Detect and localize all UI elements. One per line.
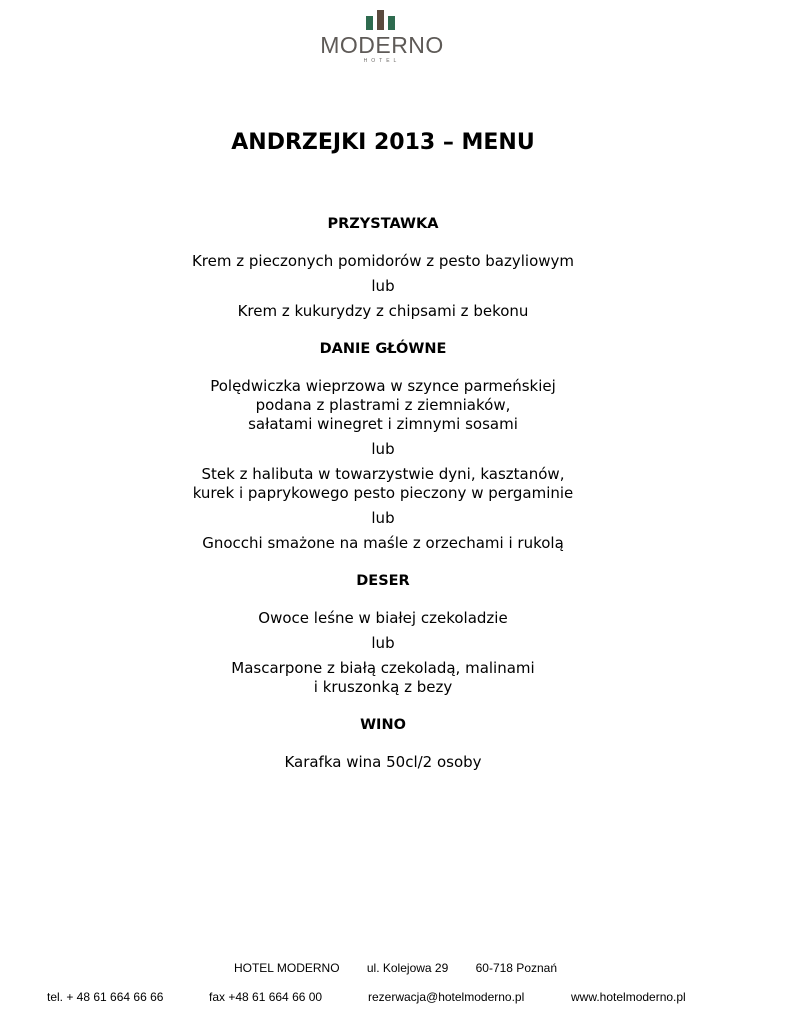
or-separator: lub: [371, 509, 395, 527]
menu-item-line: Owoce leśne w białej czekoladzie: [258, 609, 508, 627]
logo-wordmark: MODERNO: [320, 32, 444, 58]
footer-hotel-name: HOTEL MODERNO: [233, 961, 340, 975]
menu-item-line: Karafka wina 50cl/2 osoby: [284, 753, 482, 771]
menu-item-line: Krem z pieczonych pomidorów z pesto bazyliowym: [191, 252, 575, 270]
menu-item-line: kurek i paprykowego pesto pieczony w pergaminie: [192, 484, 574, 502]
menu-item-line: Polędwiczka wieprzowa w szynce parmeńskiej: [210, 377, 556, 395]
or-separator: lub: [371, 440, 395, 458]
menu-section: [0, 753, 766, 772]
hotel-logo: [316, 10, 448, 68]
menu-item-line: i kruszonką z bezy: [313, 678, 453, 696]
section-heading: WINO: [360, 717, 406, 733]
section-heading: PRZYSTAWKA: [327, 216, 439, 232]
menu-item-line: Krem z kukurydzy z chipsami z bekonu: [237, 302, 529, 320]
footer-website[interactable]: www.hotelmoderno.pl: [571, 990, 686, 1004]
menu-section: [0, 252, 766, 321]
logo-subtitle: HOTEL: [363, 58, 401, 64]
menu-item-line: sałatami winegret i zimnymi sosami: [248, 415, 518, 433]
menu-item-line: podana z plastrami z ziemniaków,: [255, 396, 511, 414]
or-separator: lub: [371, 277, 395, 295]
footer-fax: fax +48 61 664 66 00: [209, 990, 323, 1004]
footer-address: [0, 961, 791, 975]
footer-city: 60-718 Poznań: [475, 961, 558, 975]
menu-item-line: Gnocchi smażone na maśle z orzechami i rukolą: [202, 534, 564, 552]
building-bars-icon: [316, 10, 448, 34]
or-separator: lub: [371, 634, 395, 652]
menu-item-line: Mascarpone z białą czekoladą, malinami: [231, 659, 535, 677]
footer-email[interactable]: rezerwacja@hotelmoderno.pl: [368, 990, 525, 1004]
page-title: ANDRZEJKI 2013 – MENU: [231, 130, 535, 155]
section-heading: DANIE GŁÓWNE: [319, 341, 447, 357]
menu-section: [0, 609, 766, 697]
section-heading: DESER: [356, 573, 410, 589]
menu-section: [0, 377, 766, 553]
menu-item-line: Stek z halibuta w towarzystwie dyni, kasztanów,: [201, 465, 565, 483]
menu-content: [0, 214, 766, 790]
footer-phone: tel. + 48 61 664 66 66: [47, 990, 164, 1004]
footer-street: ul. Kolejowa 29: [366, 961, 449, 975]
